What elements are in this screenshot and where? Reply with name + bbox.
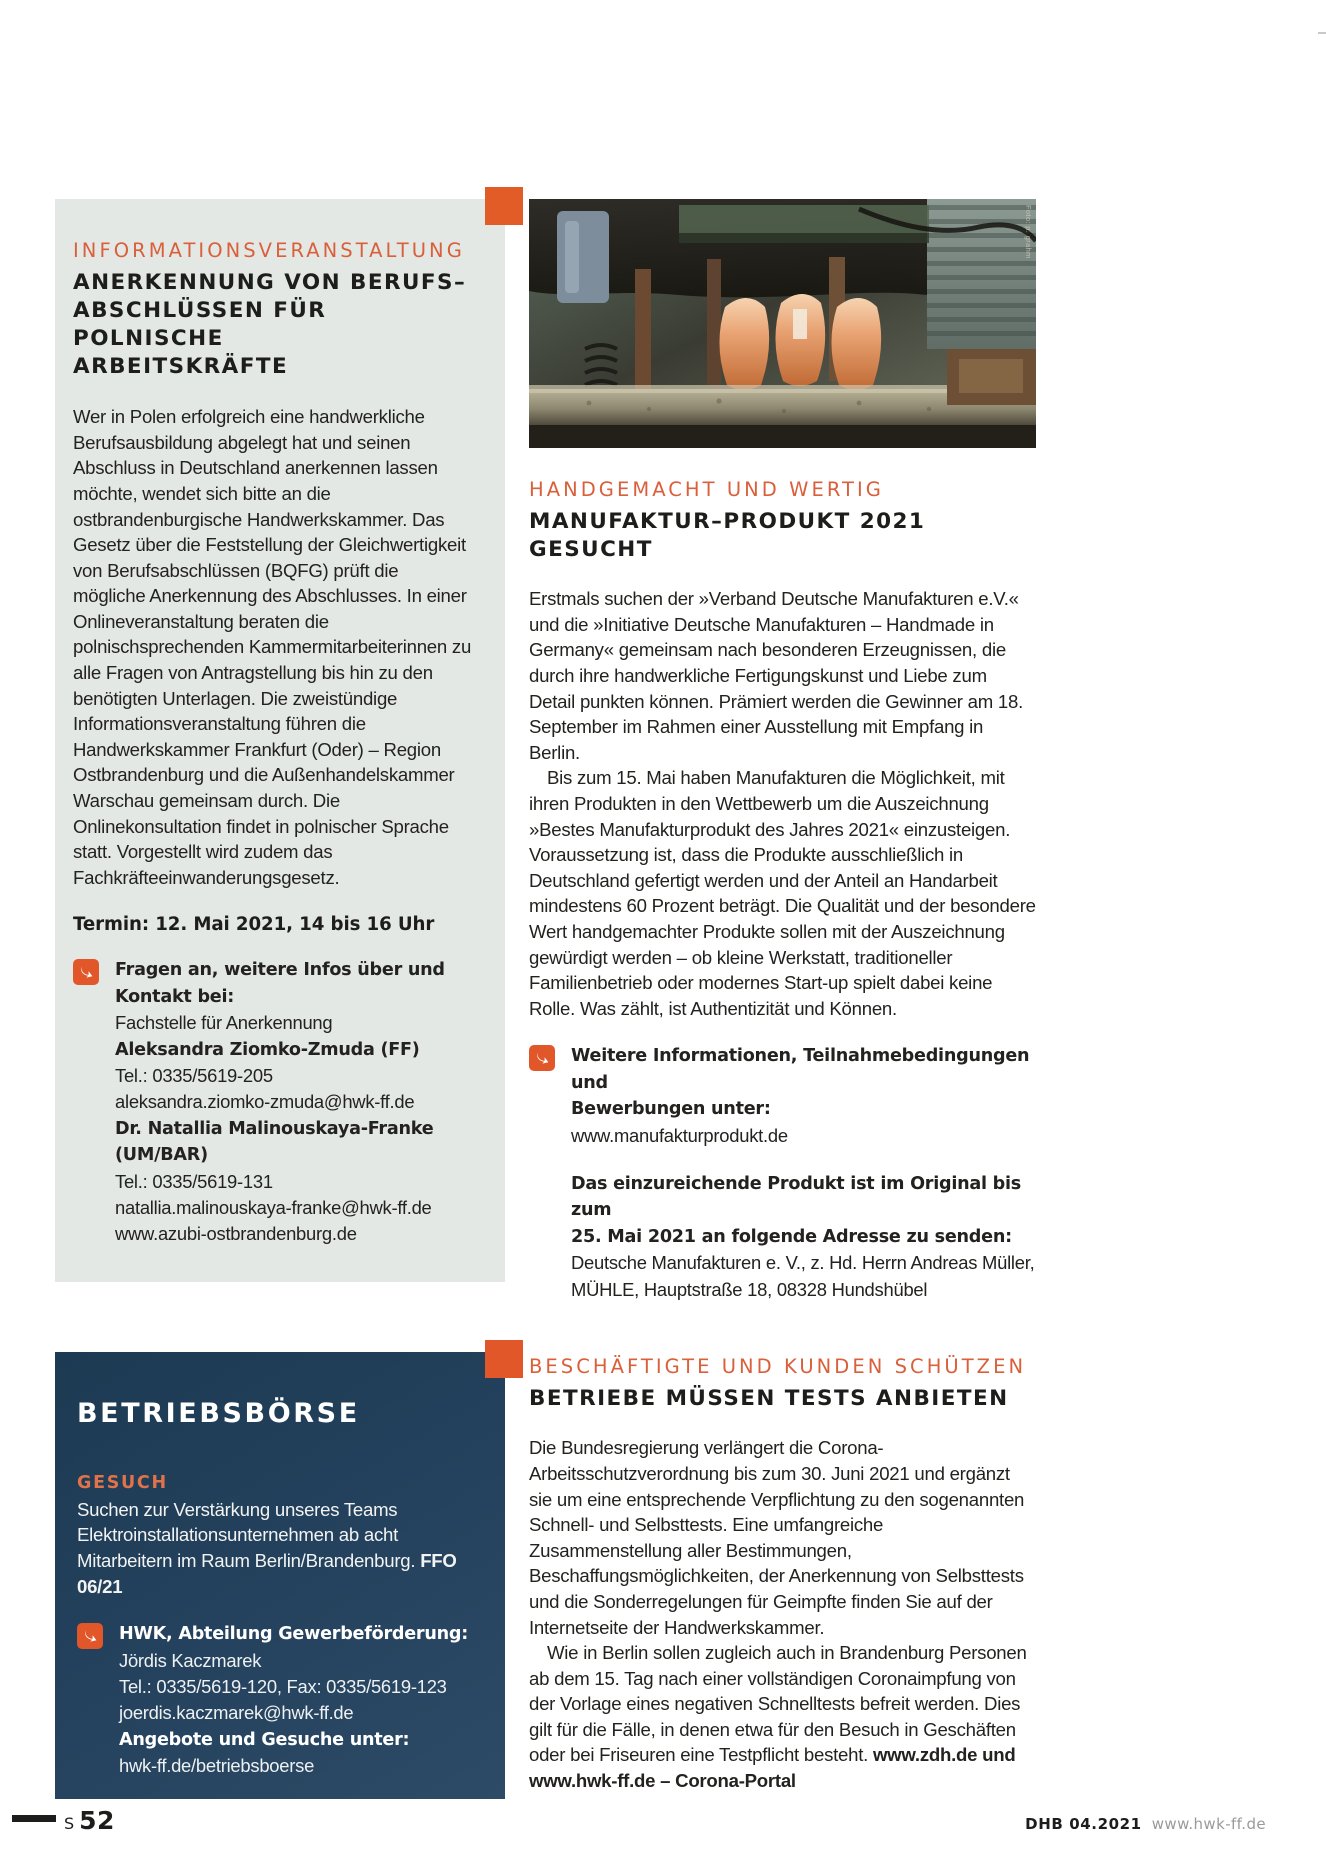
contact-line: Tel.: 0335/5619-120, Fax: 0335/5619-123 xyxy=(119,1676,447,1698)
headline-line-2: ABSCHLÜSSEN FÜR POLNISCHE xyxy=(73,298,327,352)
contact-heading: Weitere Informationen, Teilnahmebedingungen und xyxy=(571,1046,1030,1093)
left-column xyxy=(55,199,505,1777)
contact-line: Tel.: 0335/5619-131 xyxy=(115,1170,273,1192)
betriebsboerse-body xyxy=(77,1497,471,1599)
footer-issue-info xyxy=(1025,1815,1266,1833)
headline-manufaktur: MANUFAKTUR–PRODUKT 2021 GESUCHT xyxy=(529,509,926,563)
top-trim-mark xyxy=(1318,32,1326,34)
footer-url[interactable]: www.hwk-ff.de xyxy=(1151,1815,1266,1833)
contact-url[interactable]: www.azubi-ostbrandenburg.de xyxy=(115,1223,357,1245)
photo-illustration xyxy=(529,199,1036,448)
article-paragraph: Wer in Polen erfolgreich eine handwerkliche Berufsausbildung abgelegt hat und seinen Abschluss in Deutschland anerkennen lassen möchte, wendet sich bitte an die ostbrandenburgische Handwerkskammer. Das Gesetz über die Feststellung der Gleichwertigkeit von Berufsabschlüssen (BQFG) prüft die mögliche Anerkennung des Abschlusses. In einer Onlineveranstaltung beraten die polnischsprechenden Kammermitarbeiterinnen zu alle Fragen von Antragstellung bis hin zu den benötigten Unterlagen. Die zweistündige Informationsveranstaltung führen die Handwerkskammer Frankfurt (Oder) – Region Ostbrandenburg und die Außenhandelskammer Warschau gemeinsam durch. Die Onlinekonsultation findet in polnischer Sprache statt. Vorgestellt wird zudem das Fachkräfteeinwanderungsgesetz. xyxy=(73,406,472,888)
contact-email[interactable]: joerdis.kaczmarek@hwk-ff.de xyxy=(119,1702,354,1724)
contact-line: Aleksandra Ziomko-Zmuda (FF) xyxy=(115,1039,420,1060)
arrow-down-right-icon xyxy=(73,959,99,985)
betriebsboerse-box xyxy=(55,1352,505,1799)
headline-line-3: ARBEITSKRÄFTE xyxy=(73,354,289,380)
eyebrow-handgemacht: HANDGEMACHT UND WERTIG xyxy=(529,478,884,501)
betriebsboerse-text-part: Suchen zur Verstärkung unseres Teams Elektroinstallationsunternehmen ab acht Mitarbeitern im Raum Berlin/Brandenburg. xyxy=(77,1498,421,1572)
gesuch-label: GESUCH xyxy=(77,1472,168,1493)
contact-block-manufaktur xyxy=(529,1043,1036,1303)
tests-paragraph-1: Die Bundesregierung verlängert die Corona-Arbeitsschutzverordnung bis zum 30. Juni 2021 und ergänzt sie um eine entsprechende Verpflichtung zu den sogenannten Schnell- und Selbsttests. Eine umfangreiche Zusammenstellung aller Bestimmungen, Beschaffungsmöglichkeiten, der Anerkennung von Selbsttests und die Sonderregelungen für Geimpfte finden Sie auf der Internetseite der Handwerkskammer. xyxy=(529,1437,1025,1638)
footer-page xyxy=(64,1806,115,1835)
contact-url[interactable]: www.manufakturprodukt.de xyxy=(571,1124,788,1146)
termin-line: Termin: 12. Mai 2021, 14 bis 16 Uhr xyxy=(73,914,435,936)
betriebsboerse-code: FFO 06/21 xyxy=(77,1550,457,1597)
eyebrow-beschaeftigte: BESCHÄFTIGTE UND KUNDEN SCHÜTZEN xyxy=(529,1355,1027,1379)
headline-line-1: ANERKENNUNG VON BERUFS– xyxy=(73,270,467,296)
contact-line: Tel.: 0335/5619-205 xyxy=(115,1065,273,1087)
tests-body xyxy=(529,1435,1036,1793)
footer-issue: DHB 04.2021 xyxy=(1025,1815,1142,1833)
section-tests xyxy=(529,1355,1036,1794)
betriebsboerse-text xyxy=(77,1497,471,1599)
contact-line: Jördis Kaczmarek xyxy=(119,1649,262,1671)
contact-email[interactable]: aleksandra.ziomko-zmuda@hwk-ff.de xyxy=(115,1091,415,1113)
footer-page-prefix: S xyxy=(64,1814,76,1833)
contact-line: Angebote und Gesuche unter: xyxy=(119,1729,410,1750)
betriebsboerse-title: BETRIEBSBÖRSE xyxy=(77,1397,360,1429)
footer-rule xyxy=(12,1815,56,1822)
orange-corner-marker xyxy=(485,187,523,225)
footer-page-number: 52 xyxy=(79,1806,115,1835)
manufaktur-paragraph-2: Bis zum 15. Mai haben Manufakturen die Möglichkeit, mit ihren Produkten in den Wettbewerb um die Auszeichnung »Bestes Manufakturprodukt des Jahres 2021« einzusteigen. Voraussetzung ist, dass die Produkte ausschließlich in Deutschland gefertigt werden und der Anteil an Handarbeit mindestens 60 Prozent beträgt. Die Qualität und der besondere Wert handgemachter Produkte sollen mit der Auszeichnung gewürdigt werden – ob kleine Werkstatt, traditioneller Familienbetrieb oder modernes Start-up spielt dabei keine Rolle. Was zählt, ist Authentizität und Können. xyxy=(529,767,1036,1019)
contact-heading-2: Bewerbungen unter: xyxy=(571,1099,771,1120)
contact-line: Dr. Natallia Malinouskaya-Franke (UM/BAR) xyxy=(115,1118,434,1166)
arrow-down-right-icon xyxy=(77,1623,103,1649)
manufaktur-paragraph-1: Erstmals suchen der »Verband Deutsche Manufakturen e.V.« und die »Initiative Deutsche Manufakturen – Handmade in Germany« gemeinsam nach besonderen Erzeugnissen, die durch ihre handwerkliche Fertigungskunst und Liebe zum Detail punkten können. Prämiert werden die Gewinner am 18. September im Rahmen einer Ausstellung mit Empfang in Berlin. xyxy=(529,588,1024,763)
address-line: MÜHLE, Hauptstraße 18, 08328 Hundshübel xyxy=(571,1278,928,1300)
article-photo xyxy=(529,199,1036,448)
headline-tests: BETRIEBE MÜSSEN TESTS ANBIETEN xyxy=(529,1386,1009,1412)
page-footer xyxy=(0,1755,1326,1875)
section-manufaktur xyxy=(529,478,1036,1303)
right-column xyxy=(529,199,1036,1794)
address-line: Deutsche Manufakturen e. V., z. Hd. Herrn Andreas Müller, xyxy=(571,1252,1035,1274)
contact-email[interactable]: natallia.malinouskaya-franke@hwk-ff.de xyxy=(115,1197,432,1219)
contact-heading: HWK, Abteilung Gewerbeförderung: xyxy=(119,1624,469,1645)
info-box xyxy=(55,199,505,1282)
orange-corner-marker xyxy=(485,1340,523,1378)
arrow-down-right-icon xyxy=(529,1045,555,1071)
contact-block-anerkennung xyxy=(73,957,473,1247)
contact-heading: Fragen an, weitere Infos über und Kontakt bei: xyxy=(115,960,445,1007)
photo-credit: Foto: p. grahm xyxy=(1024,205,1033,259)
contact-url[interactable]: hwk-ff.de/betriebsboerse xyxy=(119,1755,315,1777)
address-heading-1: Das einzureichende Produkt ist im Original bis zum xyxy=(571,1173,1022,1221)
contact-line: Fachstelle für Anerkennung xyxy=(115,1012,333,1034)
article-body xyxy=(73,404,473,890)
tests-paragraph-2-text: Wie in Berlin sollen zugleich auch in Brandenburg Personen ab dem 15. Tag nach einer vollständigen Coronaimpfung von der Vorlage eines negativen Schnelltests befreit werden. Dies gilt für die Fälle, in denen etwa für den Besuch in Geschäften oder bei Friseuren eine Testpflicht besteht. xyxy=(529,1642,1027,1766)
address-heading-2: 25. Mai 2021 an folgende Adresse zu senden: xyxy=(571,1226,1012,1247)
headline-anerkennung xyxy=(73,269,473,381)
tests-portal-link[interactable]: www.zdh.de und www.hwk-ff.de – Corona-Portal xyxy=(529,1744,1016,1792)
eyebrow-informationsveranstaltung: INFORMATIONSVERANSTALTUNG xyxy=(73,239,465,262)
manufaktur-body xyxy=(529,586,1036,1021)
